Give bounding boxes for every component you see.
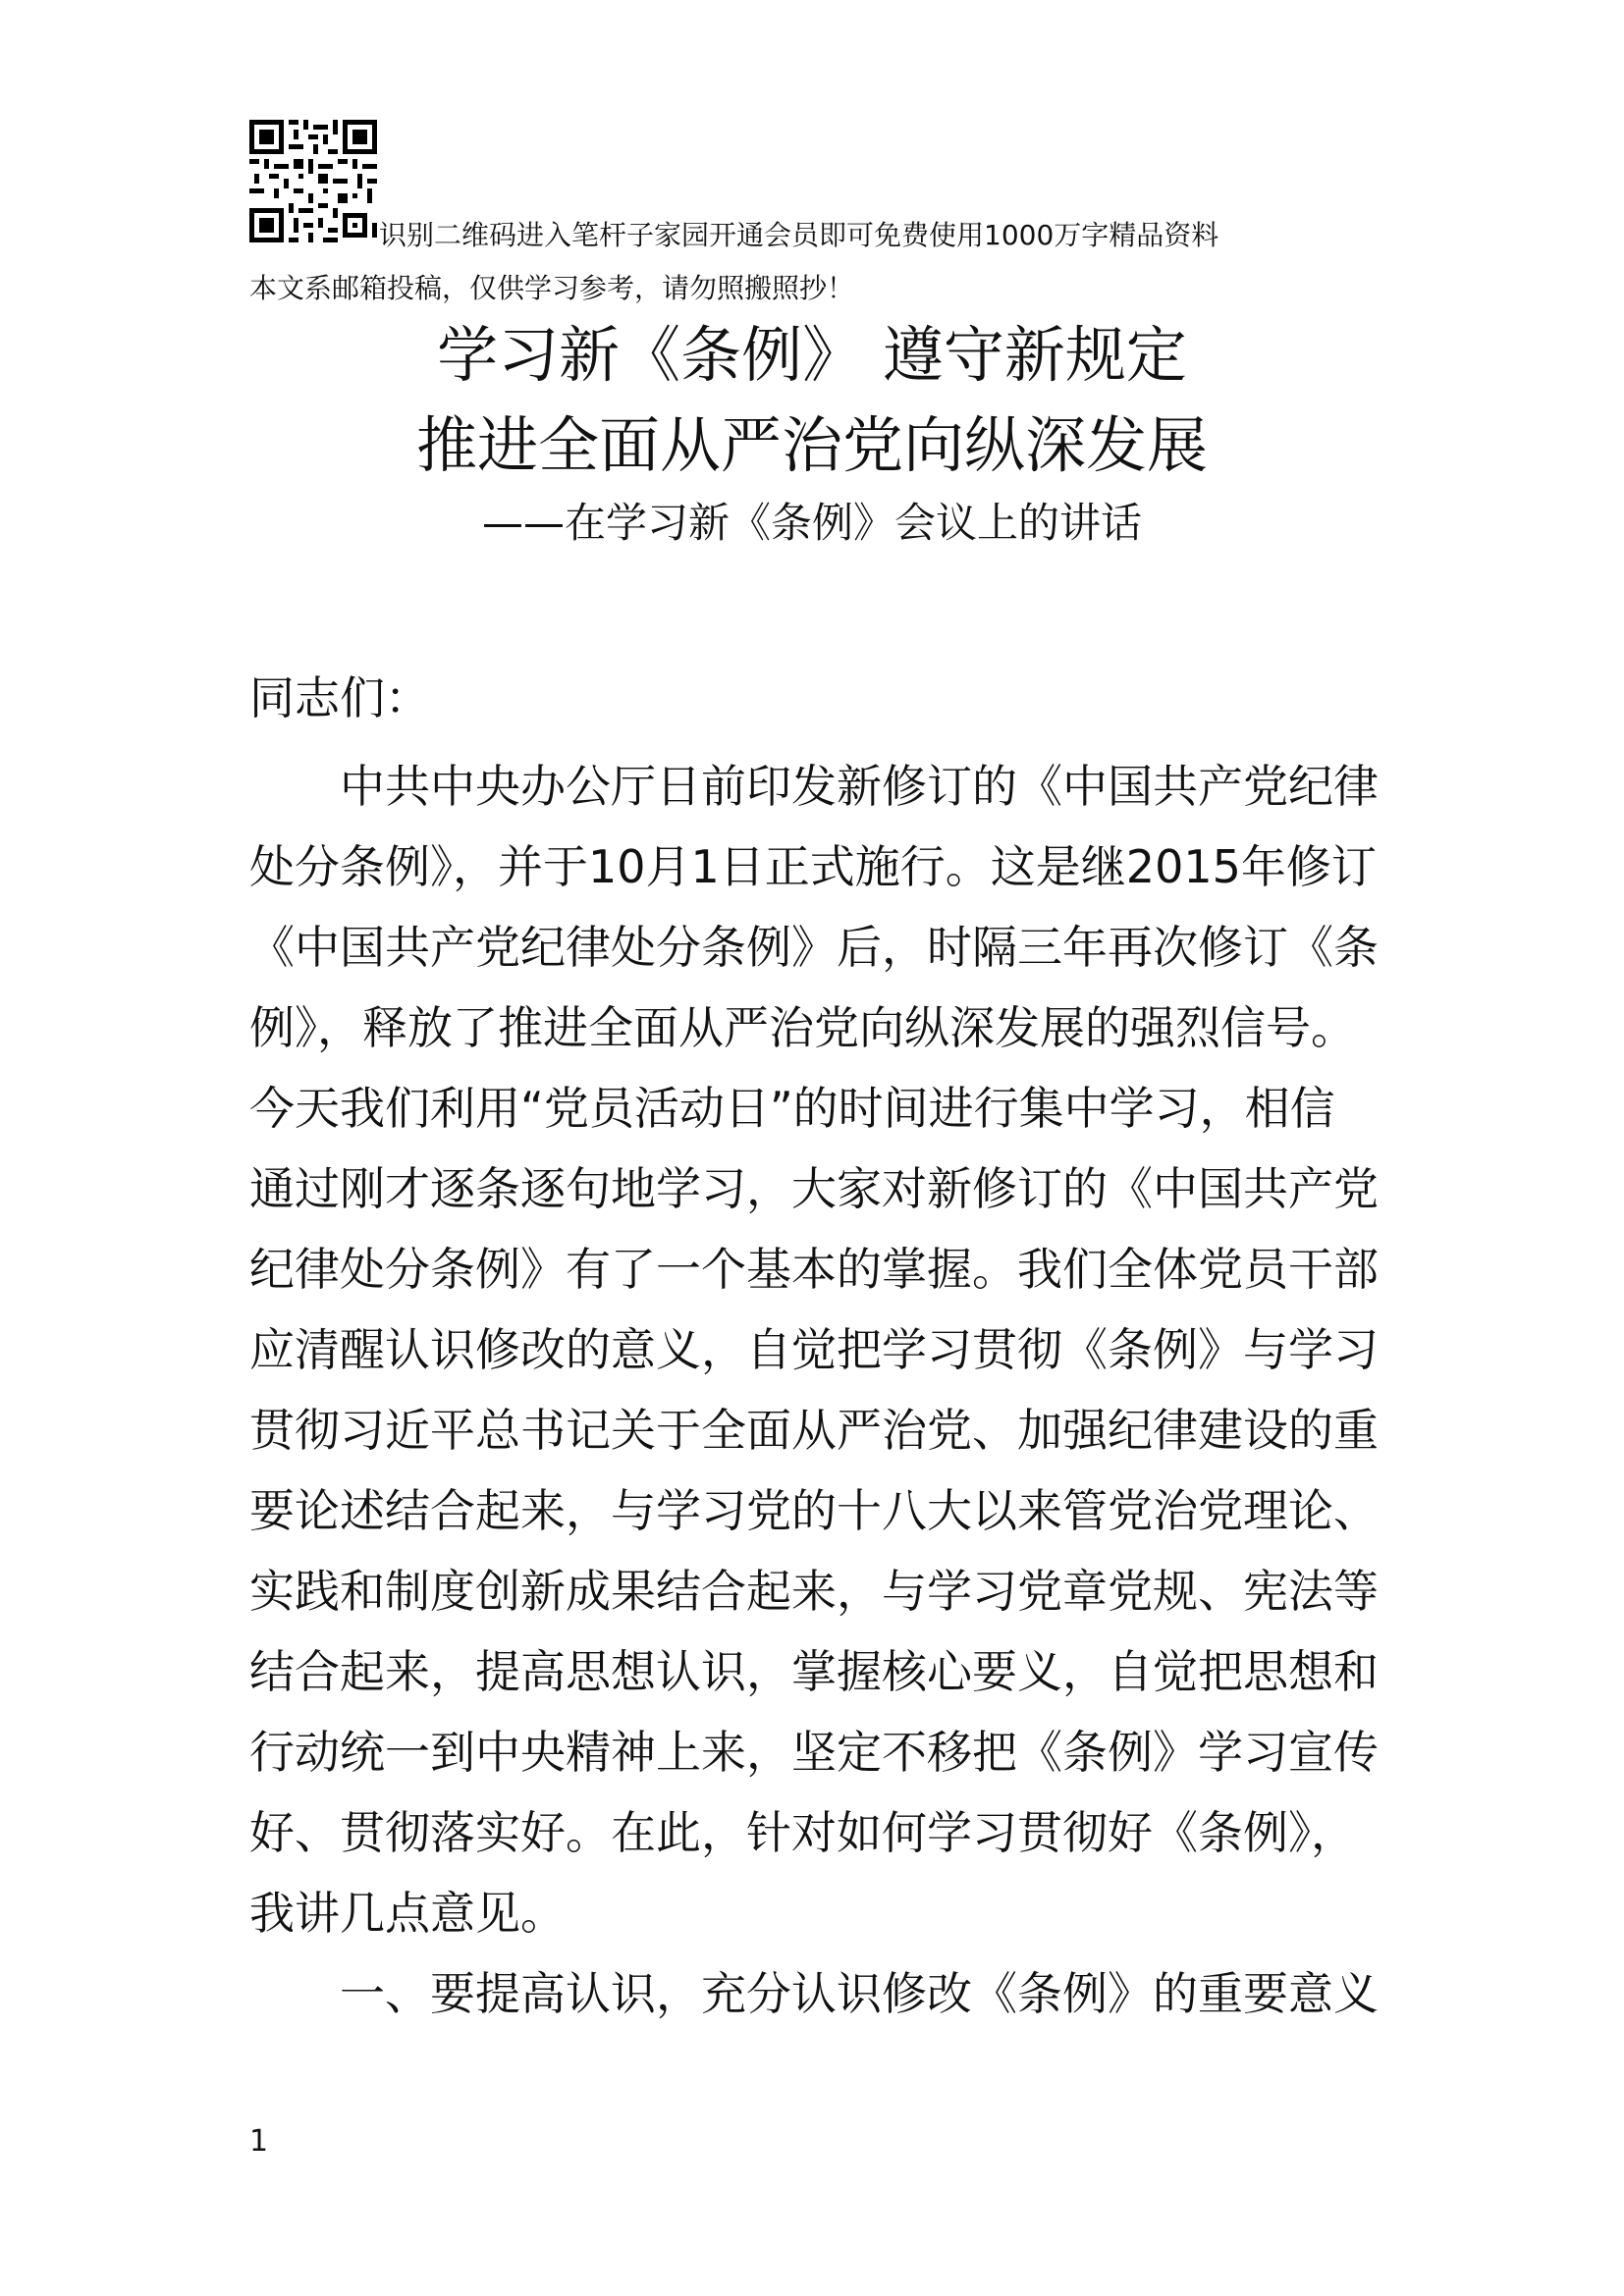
body-line: 例》，释放了推进全面从严治党向纵深发展的强烈信号。 — [249, 1001, 1356, 1054]
document-subtitle: ——在学习新《条例》会议上的讲话 — [481, 499, 1142, 547]
body-line: 贯彻习近平总书记关于全面从严治党、加强纪律建设的重 — [249, 1404, 1379, 1457]
body-line: 好、贯彻落实好。在此，针对如何学习贯彻好《条例》， — [249, 1806, 1356, 1859]
body-text — [249, 746, 1388, 2034]
qr-code-icon — [249, 120, 377, 242]
body-line: 中共中央办公厅日前印发新修订的《中国共产党纪律 — [340, 760, 1379, 813]
body-line: 要论述结合起来，与学习党的十八大以来管党治党理论、 — [249, 1484, 1379, 1537]
body-line: 实践和制度创新成果结合起来，与学习党章党规、宪法等 — [249, 1565, 1379, 1618]
body-line: 我讲几点意见。 — [249, 1887, 566, 1940]
body-line: 结合起来，提高思想认识，掌握核心要义，自觉把思想和 — [249, 1645, 1379, 1698]
document-title-line-2: 推进全面从严治党向纵深发展 — [415, 409, 1208, 481]
submission-notice: 本文系邮箱投稿，仅供学习参考，请勿照搬照抄！ — [249, 272, 855, 304]
body-line: 《中国共产党纪律处分条例》后，时隔三年再次修订《条 — [249, 921, 1379, 974]
greeting: 同志们： — [249, 671, 430, 724]
body-line: 通过刚才逐条逐句地学习，大家对新修订的《中国共产党 — [249, 1162, 1379, 1215]
body-line: 今天我们利用“党员活动日”的时间进行集中学习，相信 — [249, 1082, 1335, 1135]
body-line: 纪律处分条例》有了一个基本的掌握。我们全体党员干部 — [249, 1243, 1379, 1296]
body-line: 处分条例》，并于10月1日正式施行。这是继2015年修订 — [249, 840, 1377, 893]
page-number: 1 — [249, 2124, 269, 2159]
body-line: 应清醒认识修改的意义，自觉把学习贯彻《条例》与学习 — [249, 1323, 1379, 1376]
qr-caption: 识别二维码进入笔杆子家园开通会员即可免费使用1000万字精品资料 — [379, 219, 1219, 251]
body-line: 行动统一到中央精神上来，坚定不移把《条例》学习宣传 — [249, 1726, 1379, 1779]
section-heading: 一、要提高认识，充分认识修改《条例》的重要意义 — [340, 1967, 1379, 2020]
document-title-line-1: 学习新《条例》 遵守新规定 — [437, 319, 1187, 391]
